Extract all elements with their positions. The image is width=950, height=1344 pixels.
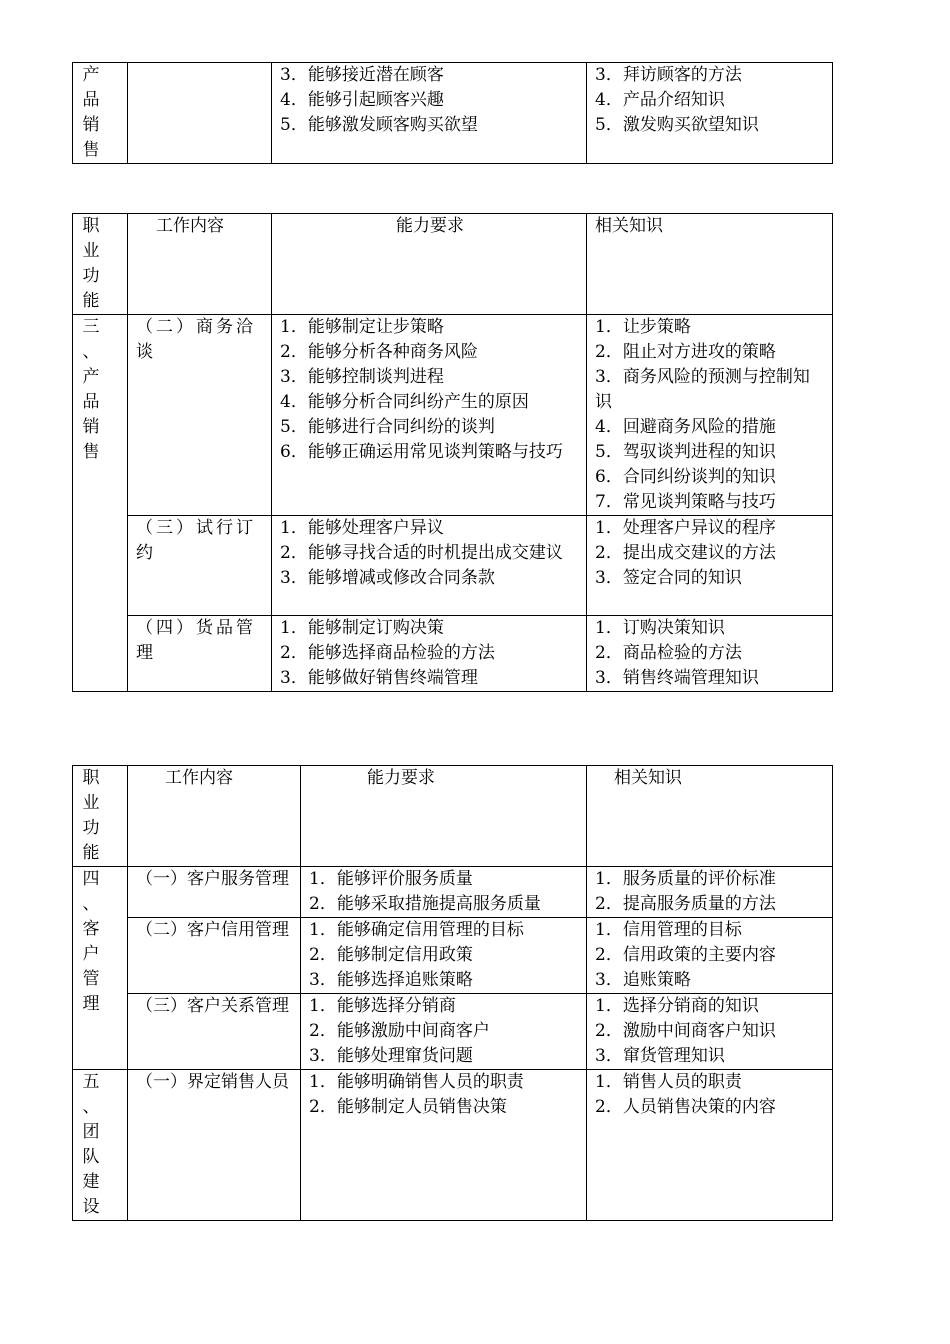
content-cell: （四）货品管理 (128, 616, 272, 692)
table-row (73, 994, 833, 1070)
function-cell: 五 、 团 队 建 设 (73, 1070, 128, 1221)
function-header: 职 业 功 能 (73, 766, 128, 867)
knowledge-header: 相关知识 (587, 214, 833, 315)
content-cell: （一）客户服务管理 (128, 867, 301, 918)
knowledge-header: 相关知识 (587, 766, 833, 867)
content-header: 工作内容 (128, 766, 301, 867)
table-row (73, 516, 833, 616)
content-cell: （三）试行订约 (128, 516, 272, 616)
knowledge-cell: 1．服务质量的评价标准 2．提高服务质量的方法 (587, 867, 833, 918)
ability-cell: 1．能够明确销售人员的职责 2．能够制定人员销售决策 (301, 1070, 587, 1221)
knowledge-cell: 1．让步策略 2．阻止对方进攻的策略 3．商务风险的预测与控制知识 4．回避商务风险的措施 5．驾驭谈判进程的知识 6．合同纠纷谈判的知识 7．常见谈判策略与技巧 (587, 315, 833, 516)
table-row (73, 867, 833, 918)
header-row (73, 214, 833, 315)
knowledge-cell: 1．选择分销商的知识 2．激励中间商客户知识 3．窜货管理知识 (587, 994, 833, 1070)
table-row (73, 63, 833, 164)
ability-cell: 1．能够制定订购决策 2．能够选择商品检验的方法 3．能够做好销售终端管理 (272, 616, 587, 692)
content-cell: （三）客户关系管理 (128, 994, 301, 1070)
ability-header: 能力要求 (272, 214, 587, 315)
table-row (73, 1070, 833, 1221)
content-cell (128, 63, 272, 164)
function-cell: 产 品 销 售 (73, 63, 128, 164)
knowledge-cell: 1．订购决策知识 2．商品检验的方法 3．销售终端管理知识 (587, 616, 833, 692)
knowledge-cell: 1．信用管理的目标 2．信用政策的主要内容 3．追账策略 (587, 918, 833, 994)
ability-cell: 1．能够处理客户异议 2．能够寻找合适的时机提出成交建议 3．能够增减或修改合同条款 (272, 516, 587, 616)
knowledge-cell: 1．销售人员的职责 2．人员销售决策的内容 (587, 1070, 833, 1221)
table-2 (72, 213, 833, 692)
ability-cell: 1．能够制定让步策略 2．能够分析各种商务风险 3．能够控制谈判进程 4．能够分析合同纠纷产生的原因 5．能够进行合同纠纷的谈判 6．能够正确运用常见谈判策略与技巧 (272, 315, 587, 516)
ability-header: 能力要求 (301, 766, 587, 867)
table-row (73, 616, 833, 692)
function-header: 职 业 功 能 (73, 214, 128, 315)
function-cell: 四 、 客 户 管 理 (73, 867, 128, 1070)
ability-cell: 3．能够接近潜在顾客 4．能够引起顾客兴趣 5．能够激发顾客购买欲望 (272, 63, 587, 164)
table-3 (72, 765, 833, 1221)
content-cell: （二）客户信用管理 (128, 918, 301, 994)
ability-cell: 1．能够评价服务质量 2．能够采取措施提高服务质量 (301, 867, 587, 918)
content-cell: （一）界定销售人员 (128, 1070, 301, 1221)
header-row (73, 766, 833, 867)
ability-cell: 1．能够选择分销商 2．能够激励中间商客户 3．能够处理窜货问题 (301, 994, 587, 1070)
table-row (73, 918, 833, 994)
table-row (73, 315, 833, 516)
table-1 (72, 62, 833, 164)
knowledge-cell: 1．处理客户异议的程序 2．提出成交建议的方法 3．签定合同的知识 (587, 516, 833, 616)
ability-cell: 1．能够确定信用管理的目标 2．能够制定信用政策 3．能够选择追账策略 (301, 918, 587, 994)
function-cell: 三 、 产 品 销 售 (73, 315, 128, 692)
content-cell: （二）商务洽谈 (128, 315, 272, 516)
content-header: 工作内容 (128, 214, 272, 315)
knowledge-cell: 3．拜访顾客的方法 4．产品介绍知识 5．激发购买欲望知识 (587, 63, 833, 164)
